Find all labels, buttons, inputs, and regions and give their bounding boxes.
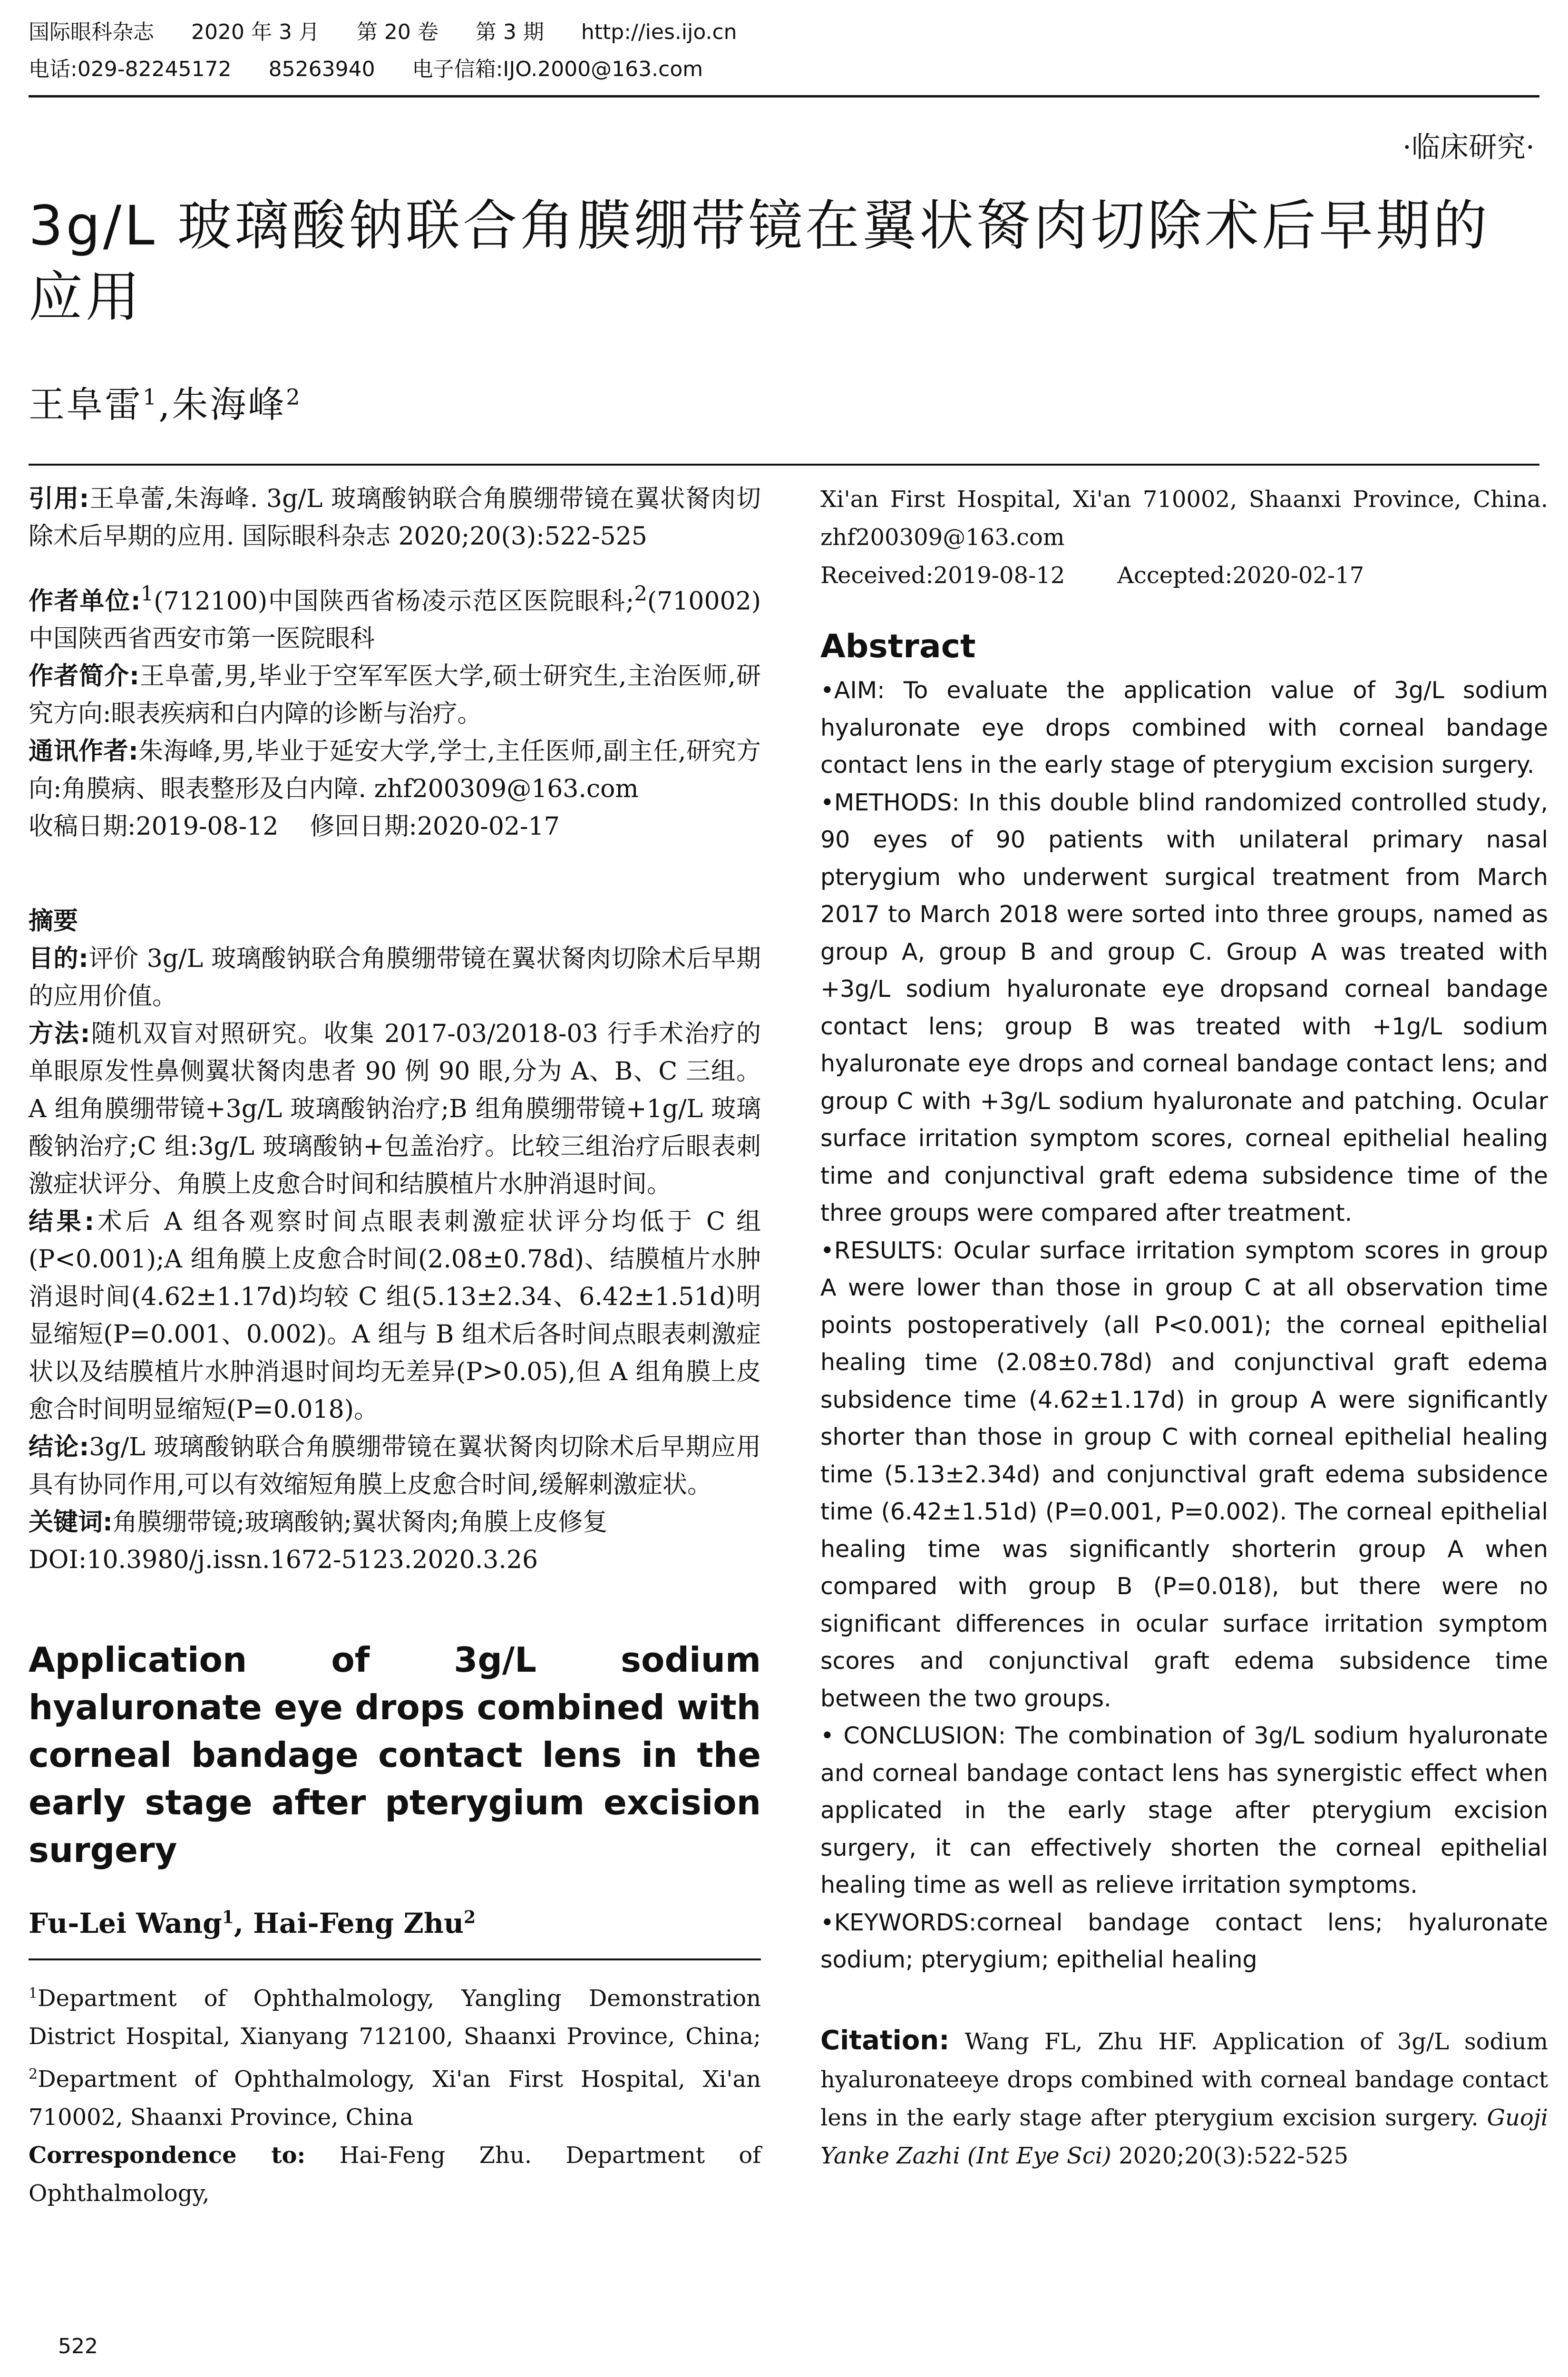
- authors-rule: [29, 464, 1539, 466]
- en-author-sep: ,: [234, 1907, 253, 1940]
- correspondence-en-label: Correspondence to:: [29, 2142, 306, 2169]
- methods-en-label: •METHODS:: [820, 789, 960, 816]
- accepted-date: Accepted:2020-02-17: [1117, 562, 1364, 589]
- aim-en: [820, 672, 1548, 784]
- unit-sup-2: 2: [634, 582, 647, 606]
- keywords-cn: [29, 1504, 761, 1541]
- results-cn: [29, 1203, 761, 1429]
- conclusion-cn-label: 结论:: [29, 1433, 89, 1462]
- correspondence-en: [29, 2136, 761, 2212]
- journal-header-line-1: [29, 19, 774, 46]
- en-author-2-sup: 2: [464, 1908, 476, 1928]
- results-en-label: •RESULTS:: [820, 1237, 944, 1264]
- citation-en: [820, 2022, 1548, 2175]
- unit-sup-1: 1: [140, 582, 154, 606]
- corresponding-author-text: 朱海峰,男,毕业于延安大学,学士,主任医师,副主任,研究方向:角膜病、眼表整形及白内障. zhf200309@163.com: [29, 737, 761, 804]
- issue: 第 3 期: [475, 20, 544, 44]
- phone-2: 85263940: [268, 57, 375, 81]
- keywords-en: [820, 1904, 1548, 1979]
- english-authors: [29, 1907, 761, 1939]
- corresponding-author: [29, 733, 761, 808]
- keywords-cn-label: 关键词:: [29, 1508, 113, 1537]
- citation-en-text: Wang FL, Zhu HF. Application of 3g/L sodium hyaluronateeye drops combined with corneal bandage contact lens in the early stage after pterygium excision surgery.: [820, 2028, 1549, 2131]
- en-author-2: Hai-Feng Zhu: [253, 1907, 464, 1940]
- citation-cn: [29, 480, 761, 555]
- correspondence-en-cont: Xi'an First Hospital, Xi'an 710002, Shaanxi Province, China. zhf200309@163.com: [820, 486, 1548, 551]
- unit-2: (710002)中国陕西省西安市第一医院眼科: [29, 587, 761, 653]
- citation-en-volume: 2020;20(3):522-525: [1119, 2142, 1349, 2169]
- citation-en-label: Citation:: [820, 2025, 950, 2056]
- aff-sup-1: 1: [29, 1985, 38, 2002]
- conclusion-cn: [29, 1429, 761, 1504]
- aim-en-text: To evaluate the application value of 3g/L sodium hyaluronate eye drops combined with corneal bandage contact lens in the early stage of pterygium excision surgery.: [820, 677, 1549, 779]
- author-units: [29, 575, 761, 658]
- conclusion-cn-text: 3g/L 玻璃酸钠联合角膜绷带镜在翼状胬肉切除术后早期应用具有协同作用,可以有效缩短角膜上皮愈合时间,缓解刺激症状。: [29, 1433, 761, 1500]
- author-intro: [29, 658, 761, 733]
- abstract-cn-label: 摘要: [29, 907, 78, 936]
- affiliation-rule: [29, 1958, 761, 1960]
- affiliations-en: [29, 1975, 761, 2136]
- correspondence-en-text: Hai-Feng Zhu. Department of Ophthalmology,: [29, 2142, 761, 2207]
- volume: 第 20 卷: [356, 20, 438, 44]
- en-author-1: Fu-Lei Wang: [29, 1907, 222, 1940]
- received-accepted: [820, 556, 1548, 594]
- english-title: Application of 3g/L sodium hyaluronate eye drops combined with corneal bandage contact lens in the early stage after pterygium excision surgery: [29, 1640, 761, 1870]
- aim-cn-label: 目的:: [29, 945, 88, 974]
- methods-en-text: In this double blind randomized controlled study, 90 eyes of 90 patients with unilateral primary nasal pterygium who underwent surgical treatment from March 2017 to March 2018 were sorted into three groups, named as group A, group B and group C. Group A was treated with +3g/L sodium hyaluronate eye dropsand corneal bandage contact lens; group B was treated with +1g/L sodium hyaluronate eye drops and corneal bandage contact lens; and group C with +3g/L sodium hyaluronate and patching. Ocular surface irritation symptom scores, corneal epithelial healing time and conjunctival graft edema subsidence time of the three groups were compared after treatment.: [820, 789, 1548, 1227]
- keywords-cn-text: 角膜绷带镜;玻璃酸钠;翼状胬肉;角膜上皮修复: [112, 1508, 608, 1537]
- aff-text-2: Department of Ophthalmology, Xi'an First Hospital, Xi'an 710002, Shaanxi Province, China: [29, 2066, 761, 2131]
- received-dates-cn: 收稿日期:2019-08-12 修回日期:2020-02-17: [29, 812, 560, 841]
- left-column: [29, 480, 761, 2212]
- conclusion-en-text: The combination of 3g/L sodium hyaluronate and corneal bandage contact lens has synergistic effect when applicated in the early stage after pterygium excision surgery, it can effectively shorten the corneal epithelial healing time as well as relieve irritation symptoms.: [820, 1722, 1549, 1899]
- aff-text-1: Department of Ophthalmology, Yangling Demonstration District Hospital, Xianyang 712100, Shaanxi Province, China;: [29, 1985, 761, 2050]
- corresponding-author-label: 通讯作者:: [29, 737, 138, 766]
- author-1-affiliation: 1: [143, 384, 159, 410]
- section-tag: ·临床研究·: [1402, 131, 1535, 164]
- aim-cn-text: 评价 3g/L 玻璃酸钠联合角膜绷带镜在翼状胬肉切除术后早期的应用价值。: [29, 945, 761, 1011]
- keywords-en-label: •KEYWORDS:: [820, 1909, 977, 1936]
- results-en: [820, 1232, 1548, 1718]
- author-2-affiliation: 2: [286, 384, 302, 410]
- right-column: [820, 480, 1548, 2175]
- page-number: 522: [58, 2334, 98, 2358]
- author-units-label: 作者单位:: [29, 587, 141, 616]
- methods-cn-text: 随机双盲对照研究。收集 2017-03/2018-03 行手术治疗的单眼原发性鼻侧翼状胬肉患者 90 例 90 眼,分为 A、B、C 三组。A 组角膜绷带镜+3g/L 玻璃酸钠治疗;B 组角膜绷带镜+1g/L 玻璃酸钠治疗;C 组:3g/L 玻璃酸钠+包盖治疗。比较三组治疗后眼表刺激症状评分、角膜上皮愈合时间和结膜植片水肿消退时间。: [29, 1020, 761, 1199]
- author-separator: ,: [158, 383, 172, 426]
- results-cn-text: 术后 A 组各观察时间点眼表刺激症状评分均低于 C 组(P<0.001);A 组角膜上皮愈合时间(2.08±0.78d)、结膜植片水肿消退时间(4.62±1.17d)均较 C 组(5.13±2.34、6.42±1.51d)明显缩短(P=0.001、0.002)。A 组与 B 组术后各时间点眼表刺激症状以及结膜植片水肿消退时间均无差异(P>0.05),但 A 组角膜上皮愈合时间明显缩短(P=0.018)。: [29, 1208, 761, 1424]
- doi[interactable]: DOI:10.3980/j.issn.1672-5123.2020.3.26: [29, 1546, 538, 1575]
- article-title: 3g/L 玻璃酸钠联合角膜绷带镜在翼状胬肉切除术后早期的应用: [29, 194, 1490, 329]
- aff-sup-2: 2: [29, 2066, 38, 2083]
- author-1: 王阜雷: [29, 383, 143, 426]
- citation-cn-label: 引用:: [29, 485, 89, 513]
- citation-en-journal: Guoji Yanke Zazhi (Int Eye Sci): [820, 2104, 1548, 2169]
- conclusion-en-label: • CONCLUSION:: [820, 1722, 1006, 1749]
- phone-1: 电话:029-82245172: [29, 57, 232, 81]
- journal-email[interactable]: 电子信箱:IJO.2000@163.com: [412, 57, 703, 81]
- results-en-text: Ocular surface irritation symptom scores in group A were lower than those in group C at all observation time points postoperatively (all P<0.001); the corneal epithelial healing time (2.08±0.78d) and conjunctival graft edema subsidence time (4.62±1.17d) in group A were significantly shorter than those in group C with corneal epithelial healing time (5.13±2.34d) and conjunctival graft edema subsidence time (6.42±1.51d) (P=0.001, P=0.002). The corneal epithelial healing time was significantly shorterin group A when compared with group B (P=0.018), but there were no significant differences in ocular surface irritation symptom scores and conjunctival graft edema subsidence time between the two groups.: [820, 1237, 1548, 1712]
- abstract-cn-heading: [29, 903, 761, 940]
- author-intro-label: 作者简介:: [29, 662, 139, 691]
- aim-en-label: •AIM:: [820, 677, 885, 704]
- methods-en: [820, 784, 1548, 1232]
- methods-cn: [29, 1015, 761, 1203]
- author-intro-text: 王阜蕾,男,毕业于空军军医大学,硕士研究生,主治医师,研究方向:眼表疾病和白内障的诊断与治疗。: [29, 662, 761, 729]
- unit-1: (712100)中国陕西省杨凌示范区医院眼科;: [154, 587, 634, 616]
- aim-cn: [29, 940, 761, 1015]
- author-2: 朱海峰: [172, 383, 286, 426]
- journal-name: 国际眼科杂志: [29, 20, 154, 44]
- journal-header-line-2: [29, 56, 740, 83]
- en-author-1-sup: 1: [222, 1908, 234, 1928]
- methods-cn-label: 方法:: [29, 1020, 90, 1049]
- received-date: Received:2019-08-12: [820, 562, 1065, 589]
- conclusion-en: [820, 1717, 1548, 1904]
- results-cn-label: 结果:: [29, 1208, 95, 1237]
- abstract-en-heading: Abstract: [820, 628, 976, 665]
- citation-cn-text: 王阜蕾,朱海峰. 3g/L 玻璃酸钠联合角膜绷带镜在翼状胬肉切除术后早期的应用. 国际眼科杂志 2020;20(3):522-525: [29, 485, 761, 551]
- header-rule: [29, 95, 1539, 97]
- journal-url[interactable]: http://ies.ijo.cn: [581, 20, 737, 44]
- keywords-en-text: corneal bandage contact lens; hyaluronate sodium; pterygium; epithelial healing: [820, 1909, 1548, 1973]
- author-line: [29, 376, 302, 428]
- issue-date: 2020 年 3 月: [191, 20, 320, 44]
